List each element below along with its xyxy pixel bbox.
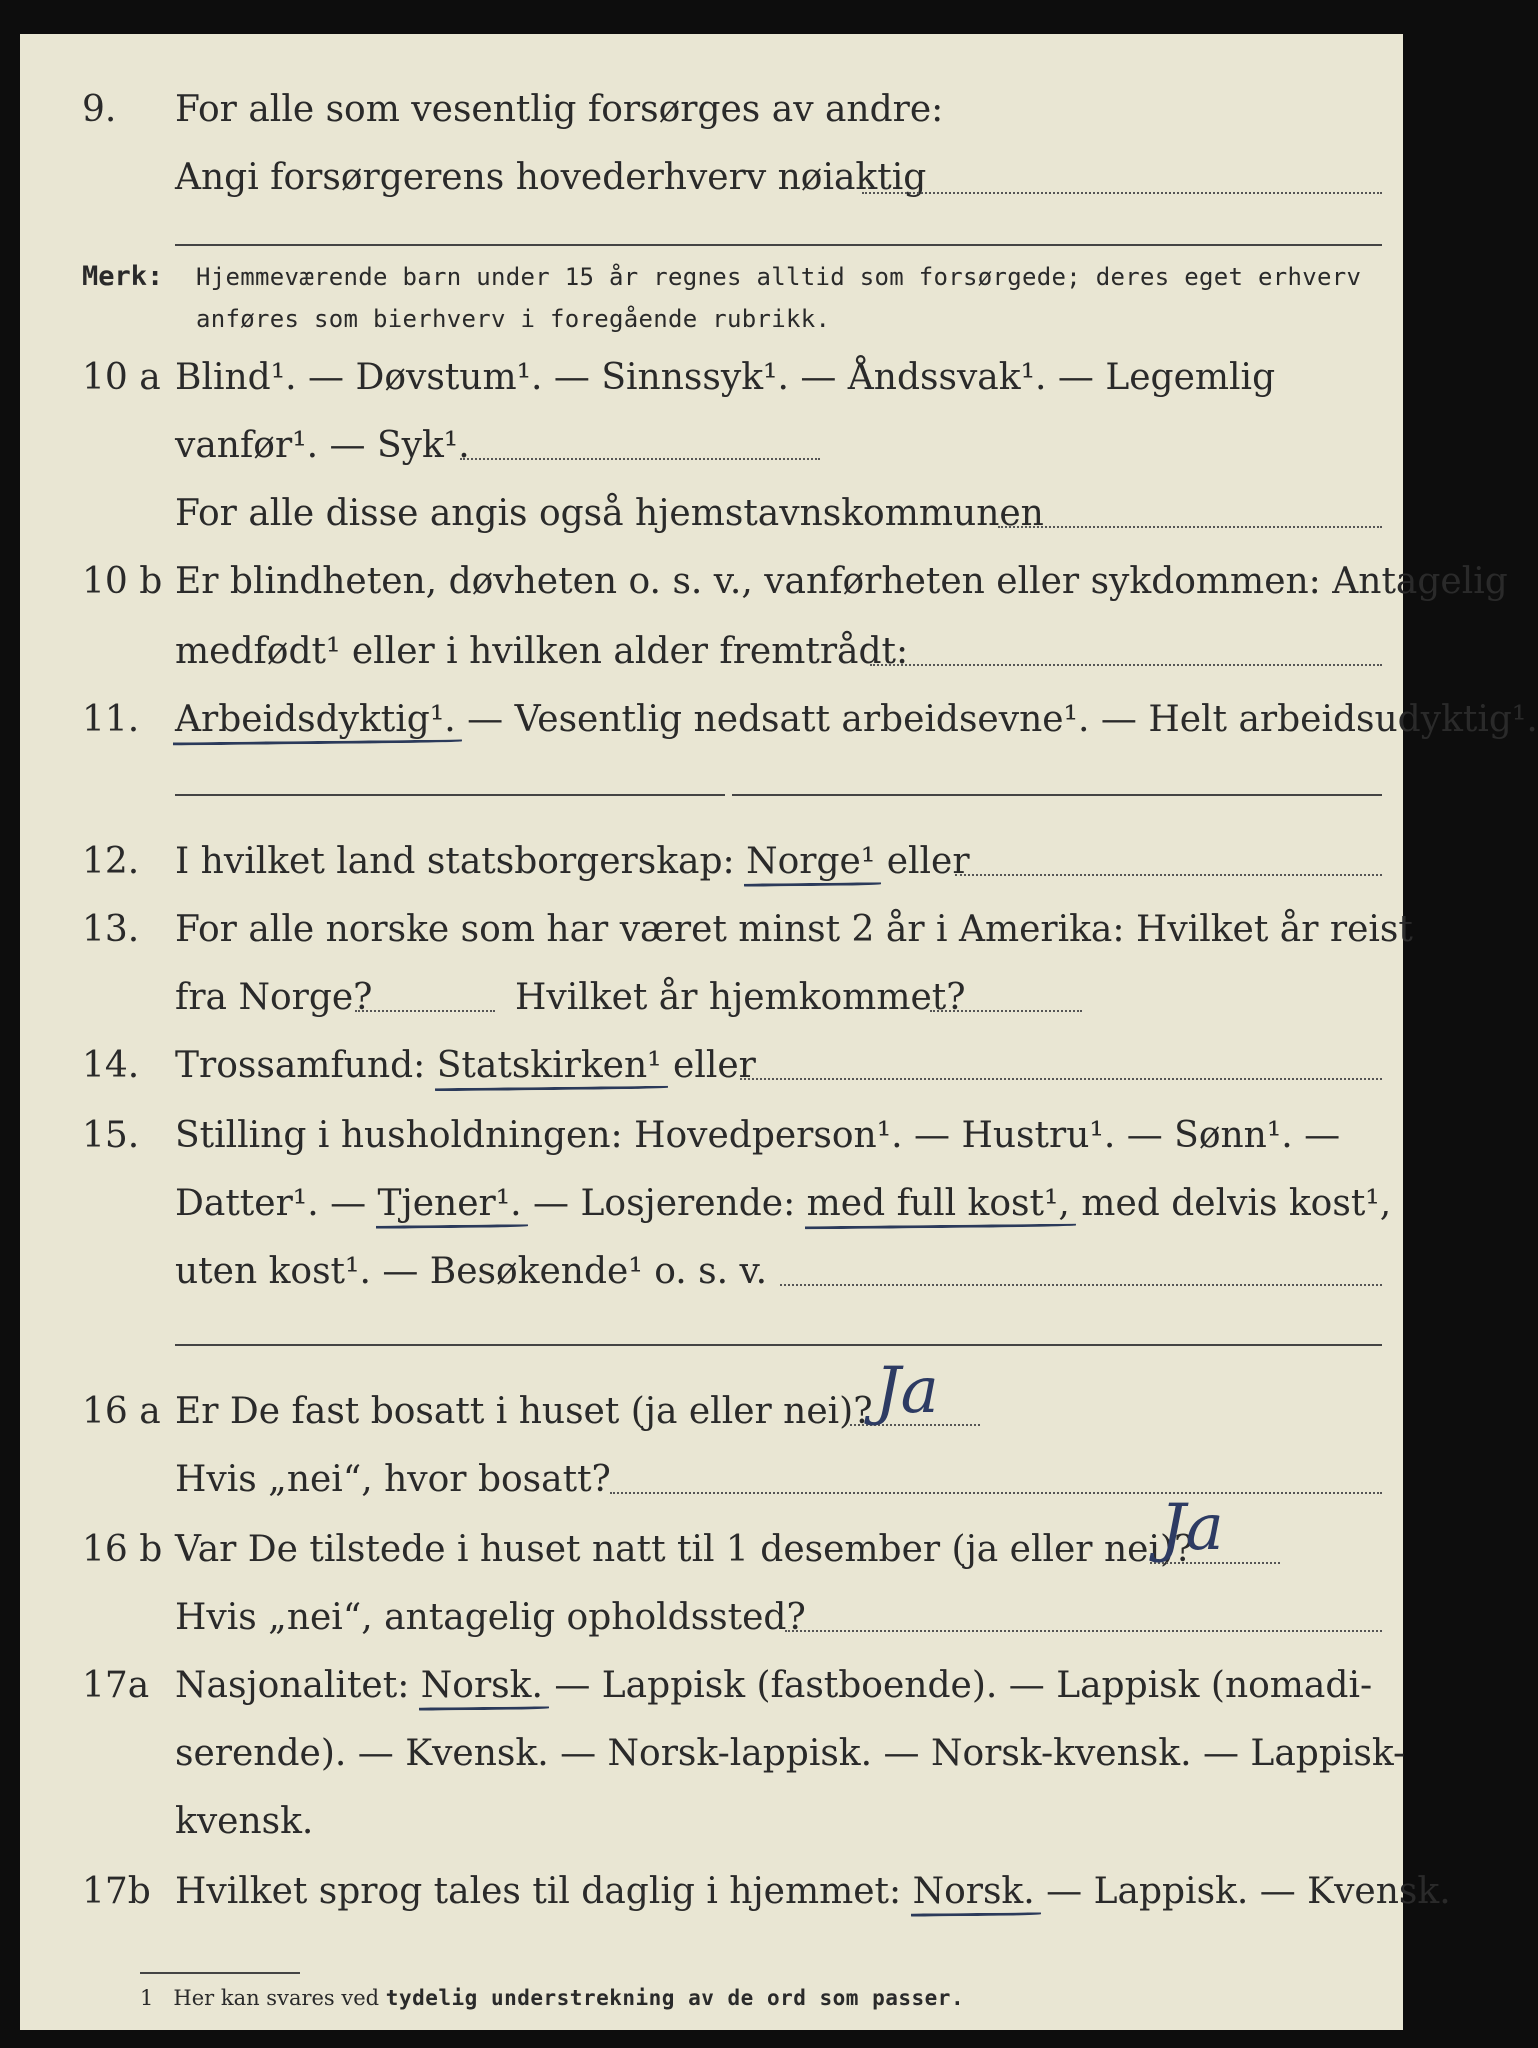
question-10a-line2 — [20, 418, 1403, 474]
question-number: 16 a — [82, 1391, 161, 1432]
question-text: Var De tilstede i huset natt til 1 desember (ja eller nei)? — [175, 1529, 1194, 1570]
question-text: — Lappisk. — Kvensk. — [1034, 1871, 1451, 1912]
answer-line — [740, 1078, 1382, 1080]
answer-line — [862, 192, 1382, 194]
question-text: uten kost¹. — Besøkende¹ o. s. v. — [175, 1251, 768, 1292]
question-text: Hvis „nei“, hvor bosatt? — [175, 1459, 611, 1500]
question-text: Er De fast bosatt i huset (ja eller nei)? — [175, 1391, 873, 1432]
underlined-answer: med full kost¹, — [807, 1176, 1070, 1232]
question-10b — [20, 554, 1508, 610]
underlined-answer: Norsk. — [421, 1658, 543, 1714]
question-15-line2 — [20, 1176, 1403, 1232]
handwritten-answer: Ja — [875, 1354, 939, 1428]
question-number: 9. — [82, 89, 117, 130]
question-17a-line3 — [20, 1794, 1403, 1850]
question-9-line2 — [20, 150, 1403, 206]
question-16b-line2 — [20, 1590, 1403, 1646]
question-text: Nasjonalitet: — [175, 1665, 421, 1706]
question-10a — [20, 350, 1403, 406]
question-number: 12. — [82, 841, 140, 882]
question-text: Angi forsørgerens hovederhverv nøiaktig — [175, 157, 927, 198]
question-text: Trossamfund: — [175, 1045, 437, 1086]
question-number: 17a — [82, 1665, 150, 1706]
question-text: For alle som vesentlig forsørges av andre: — [175, 89, 944, 130]
question-text: — Losjerende: — [521, 1183, 807, 1224]
underlined-answer: Arbeidsdyktig¹. — [175, 692, 456, 748]
answer-line — [175, 244, 1382, 246]
question-number: 11. — [82, 699, 140, 740]
handwritten-answer: Ja — [1160, 1491, 1224, 1565]
question-number: 10 b — [82, 561, 163, 602]
question-15-line3 — [20, 1244, 1403, 1300]
question-text: eller — [661, 1045, 756, 1086]
question-text: — Vesentlig nedsatt arbeidsevne¹. — Helt arbeidsudyktig¹. — [455, 699, 1538, 740]
question-text: kvensk. — [175, 1801, 314, 1842]
question-text: Hvilket år hjemkommet? — [515, 977, 966, 1018]
answer-line — [930, 1010, 1082, 1012]
answer-line — [870, 664, 1382, 666]
question-text: Blind¹. — Døvstum¹. — Sinnssyk¹. — Åndssvak¹. — Legemlig — [175, 357, 1276, 398]
question-13-line2 — [20, 970, 1403, 1026]
answer-line — [175, 794, 725, 796]
answer-line — [780, 1284, 1382, 1286]
question-text: vanfør¹. — Syk¹. — [175, 425, 470, 466]
answer-line — [355, 1010, 495, 1012]
question-number: 15. — [82, 1115, 140, 1156]
question-text: For alle norske som har været minst 2 år i Amerika: Hvilket år reist — [175, 909, 1413, 950]
underlined-answer: Norsk. — [913, 1864, 1035, 1920]
note-text: Hjemmeværende barn under 15 år regnes alltid som forsørgede; deres eget erhverv anføres som bierhverv i foregående rubrikk. — [196, 263, 1362, 333]
question-text: med delvis kost¹, — [1069, 1183, 1392, 1224]
census-form-page — [20, 34, 1538, 2030]
question-11 — [20, 692, 1538, 748]
answer-line — [955, 874, 1382, 876]
note-label: Merk: — [82, 261, 164, 292]
question-number: 16 b — [82, 1529, 163, 1570]
footnote-divider — [140, 1972, 300, 1974]
footnote-number: 1 — [140, 1986, 154, 2010]
question-16a — [20, 1384, 1403, 1440]
answer-line — [460, 458, 820, 460]
question-10a-line3 — [20, 486, 1403, 542]
question-9 — [20, 82, 1403, 138]
footnote-bold-text: tydelig understrekning av de ord som passer. — [385, 1986, 965, 2010]
underlined-answer: Tjener¹. — [378, 1176, 522, 1232]
question-text: Er blindheten, døvheten o. s. v., vanførheten eller sykdommen: Antagelig — [175, 561, 1508, 602]
answer-line — [610, 1492, 1382, 1494]
question-text: Hvilket sprog tales til daglig i hjemmet: — [175, 1871, 913, 1912]
answer-line — [732, 794, 1382, 796]
question-17a — [20, 1658, 1403, 1714]
question-14 — [20, 1038, 1403, 1094]
question-text: eller — [875, 841, 970, 882]
question-text: Stilling i husholdningen: Hovedperson¹. — Hustru¹. — Sønn¹. — — [175, 1115, 1341, 1156]
answer-line — [175, 1344, 1382, 1346]
question-number: 13. — [82, 909, 140, 950]
question-text: serende). — Kvensk. — Norsk-lappisk. — Norsk-kvensk. — Lappisk- — [175, 1733, 1406, 1774]
question-15 — [20, 1108, 1403, 1164]
question-text: fra Norge? — [175, 977, 373, 1018]
question-number: 14. — [82, 1045, 140, 1086]
answer-line — [785, 1630, 1382, 1632]
question-12 — [20, 834, 1403, 890]
question-number: 17b — [82, 1871, 151, 1912]
question-number: 10 a — [82, 357, 161, 398]
underlined-answer: Norge¹ — [746, 834, 875, 890]
question-text: For alle disse angis også hjemstavnskommunen — [175, 493, 1044, 534]
question-10b-line2 — [20, 624, 1403, 680]
question-text: medfødt¹ eller i hvilken alder fremtrådt: — [175, 631, 909, 672]
question-17b — [20, 1864, 1451, 1920]
question-text: I hvilket land statsborgerskap: — [175, 841, 747, 882]
underlined-answer: Statskirken¹ — [437, 1038, 662, 1094]
question-text: — Lappisk (fastboende). — Lappisk (nomadi- — [542, 1665, 1373, 1706]
question-13 — [20, 902, 1413, 958]
question-text: Datter¹. — — [175, 1183, 378, 1224]
question-17a-line2 — [20, 1726, 1406, 1782]
question-text: Hvis „nei“, antagelig opholdssted? — [175, 1597, 806, 1638]
footnote — [140, 1984, 964, 2012]
footnote-text: Her kan svares ved — [173, 1986, 386, 2010]
answer-line — [998, 526, 1382, 528]
